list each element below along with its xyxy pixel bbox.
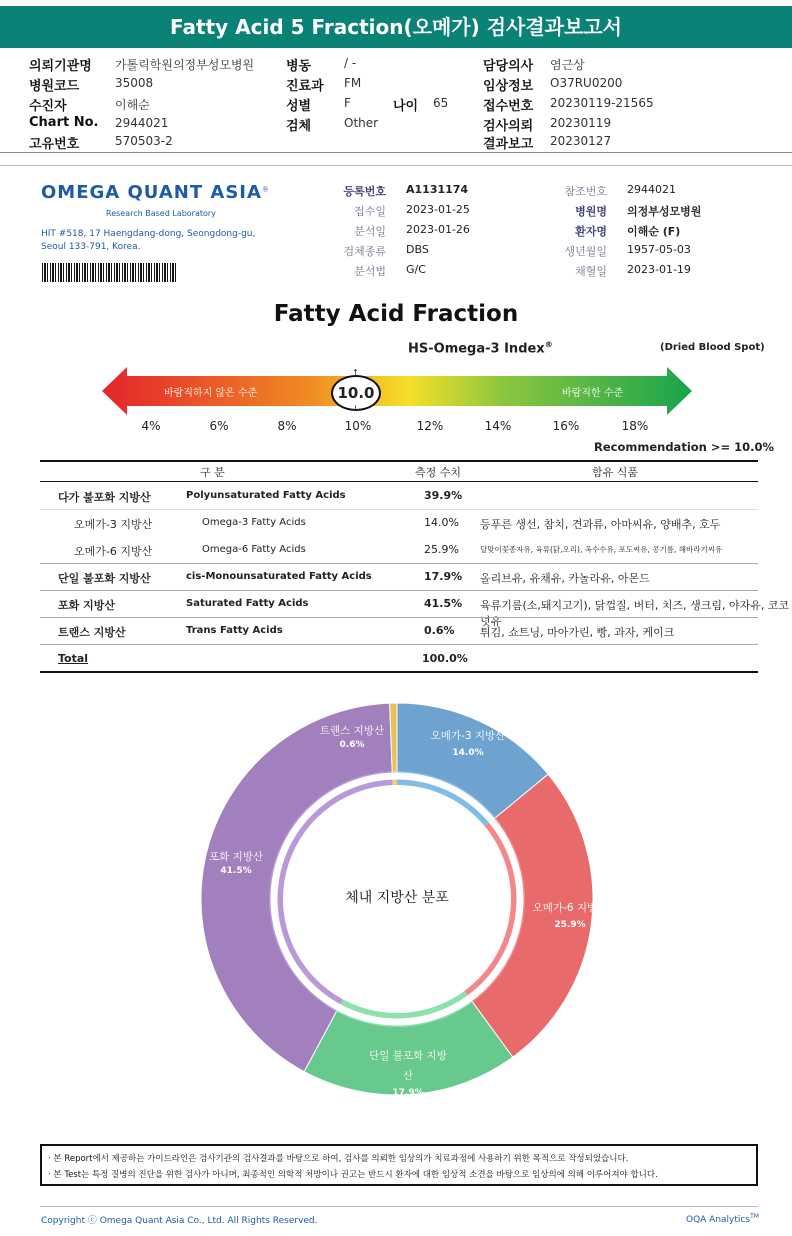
lab-logo-text: OMEGA QUANT ASIA bbox=[41, 182, 262, 203]
row-name-ko: 오메가-3 지방산 bbox=[74, 518, 153, 531]
recommendation: Recommendation >= 10.0% bbox=[594, 440, 775, 454]
slice-label-value: 25.9% bbox=[554, 920, 586, 930]
row-value: 39.9% bbox=[424, 489, 463, 502]
index-title bbox=[408, 340, 553, 356]
header-value: 염근상 bbox=[550, 58, 585, 72]
header-value: 이해순 bbox=[115, 98, 150, 112]
lab-tagline: Research Based Laboratory bbox=[106, 209, 216, 218]
brand bbox=[686, 1213, 759, 1225]
meta-label: 참조번호 bbox=[564, 185, 607, 198]
table-bottom-rule bbox=[40, 671, 758, 673]
header-label: 접수번호 bbox=[483, 99, 534, 114]
lab-address-line1: HIT #518, 17 Haengdang-dong, Seongdong-gu, bbox=[41, 229, 256, 239]
specimen-type-label: (Dried Blood Spot) bbox=[660, 342, 765, 353]
row-value: 17.9% bbox=[424, 570, 463, 583]
col-header-category: 구 분 bbox=[200, 466, 225, 479]
registered-mark: ® bbox=[261, 185, 269, 194]
scale-tick-label: 8% bbox=[277, 419, 297, 433]
row-food: 튀김, 쇼트닝, 마아가린, 빵, 과자, 케이크 bbox=[480, 626, 675, 639]
bad-level-label: 바람직하지 않은 수준 bbox=[164, 388, 258, 399]
row-name-en: Omega-6 Fatty Acids bbox=[202, 544, 306, 555]
slice-label-name: 오메가-3 지방산 bbox=[430, 730, 506, 742]
meta-label: 채혈일 bbox=[575, 265, 607, 278]
scale-tick-label: 6% bbox=[209, 419, 229, 433]
slice-label-name: 포화 지방산 bbox=[208, 851, 264, 863]
scale-tick-label: 12% bbox=[416, 419, 444, 433]
scale-tick-label: 14% bbox=[484, 419, 512, 433]
row-divider bbox=[40, 644, 758, 645]
meta-value: G/C bbox=[406, 263, 426, 276]
header-value: 20230127 bbox=[550, 134, 612, 148]
slice-label bbox=[368, 1046, 448, 1100]
slice-label bbox=[428, 726, 508, 760]
header-label: 고유번호 bbox=[29, 137, 80, 152]
header-label: 의뢰기관명 bbox=[29, 59, 92, 74]
row-food: 육류기름(소,돼지고기), 닭껍질, 버터, 치즈, 생크림, 야자유, 코코넛유 bbox=[480, 599, 790, 628]
header-label-age: 나이 bbox=[393, 99, 419, 114]
meta-label: 환자명 bbox=[575, 225, 607, 238]
total-label: Total bbox=[58, 652, 89, 665]
meta-label: 분석법 bbox=[354, 265, 386, 278]
row-food: 올리브유, 유채유, 카놀라유, 아몬드 bbox=[480, 572, 650, 585]
header-label: 병원코드 bbox=[29, 79, 80, 94]
row-name-en: Saturated Fatty Acids bbox=[186, 598, 309, 609]
slice-label-name: 단일 불포화 지방산 bbox=[369, 1050, 447, 1082]
slice-label-value: 17.9% bbox=[392, 1088, 424, 1098]
meta-label: 접수일 bbox=[354, 205, 386, 218]
header-value: F bbox=[344, 96, 351, 110]
header-value-age: 65 bbox=[433, 96, 449, 110]
header-label: 검사의뢰 bbox=[483, 119, 534, 134]
row-divider bbox=[40, 590, 758, 591]
row-value: 25.9% bbox=[424, 543, 459, 556]
slice-label bbox=[530, 898, 610, 932]
slice-label bbox=[196, 850, 276, 878]
row-name-ko: 다가 불포화 지방산 bbox=[58, 491, 151, 504]
slice-label-value: 0.6% bbox=[339, 740, 365, 750]
row-name-ko: 오메가-6 지방산 bbox=[74, 545, 153, 558]
meta-value: A1131174 bbox=[406, 183, 469, 196]
header-value: 570503-2 bbox=[115, 134, 173, 148]
disclaimer-line-2: · 본 Test는 특정 질병의 진단을 위한 검사가 아니며, 최종적인 의학적 처방이나 권고는 반드시 환자에 대한 임상적 소견을 바탕으로 임상의에 의해 이루어져야 합니다. bbox=[48, 1170, 658, 1180]
meta-label: 생년월일 bbox=[564, 245, 607, 258]
meta-label: 병원명 bbox=[575, 205, 607, 218]
slice-label-value: 41.5% bbox=[220, 866, 252, 876]
header-label: 진료과 bbox=[286, 79, 324, 94]
scale-tick-label: 4% bbox=[141, 419, 161, 433]
row-divider bbox=[40, 509, 758, 510]
meta-label: 분석일 bbox=[354, 225, 386, 238]
row-value: 14.0% bbox=[424, 516, 459, 529]
row-name-ko: 포화 지방산 bbox=[58, 599, 115, 612]
meta-value: 의정부성모병원 bbox=[627, 205, 702, 218]
slice-label bbox=[307, 724, 397, 752]
row-name-ko: 트랜스 지방산 bbox=[58, 626, 126, 639]
header-value: 20230119-21565 bbox=[550, 96, 654, 110]
slice-label-name: 오메가-6 지방산 bbox=[532, 902, 608, 914]
footer-rule bbox=[40, 1206, 758, 1207]
header-label: 임상정보 bbox=[483, 79, 534, 94]
brand-trademark: TM bbox=[750, 1213, 759, 1220]
disclaimer-line-1: · 본 Report에서 제공하는 가이드라인은 검사기관의 검사결과를 바탕으로 하여, 검사를 의뢰한 임상의가 치료과정에 사용하기 위한 목적으로 작성되었습니다. bbox=[48, 1154, 629, 1164]
header-value: 20230119 bbox=[550, 116, 612, 130]
table-top-rule bbox=[40, 460, 758, 462]
row-food: 등푸른 생선, 참치, 견과류, 아마씨유, 양배추, 호두 bbox=[480, 518, 721, 531]
marker-up-arrow-icon: ↑ bbox=[352, 368, 359, 377]
header-label: 병동 bbox=[286, 59, 312, 74]
brand-name: OQA Analytics bbox=[686, 1215, 751, 1225]
meta-value: 1957-05-03 bbox=[627, 243, 691, 256]
row-name-en: Omega-3 Fatty Acids bbox=[202, 517, 306, 528]
scale-tick-label: 18% bbox=[621, 419, 649, 433]
header-value: FM bbox=[344, 76, 362, 90]
header-value: 35008 bbox=[115, 76, 154, 90]
scale-tick-label: 16% bbox=[552, 419, 580, 433]
copyright: Copyright ⓒ Omega Quant Asia Co., Ltd. All Rights Reserved. bbox=[41, 1216, 318, 1226]
meta-value: 2944021 bbox=[627, 183, 676, 196]
row-divider bbox=[40, 563, 758, 564]
header-divider-2 bbox=[0, 165, 792, 166]
marker-down-arrow-icon: ↓ bbox=[352, 404, 359, 413]
header-label: 담당의사 bbox=[483, 59, 534, 74]
lab-address-line2: Seoul 133-791, Korea. bbox=[41, 242, 141, 252]
total-value: 100.0% bbox=[422, 652, 468, 665]
header-label: 수진자 bbox=[29, 99, 67, 114]
header-value: 2944021 bbox=[115, 116, 169, 130]
header-value: Other bbox=[344, 116, 379, 130]
row-food: 달맞이꽃종자유, 육류(닭,오리), 옥수수유, 포도씨유, 콩기름, 해바라기씨유 bbox=[480, 545, 723, 554]
header-label: 성별 bbox=[286, 99, 312, 114]
header-value: 가톨릭학원의정부성모병원 bbox=[115, 58, 255, 72]
header-value: O37RU0200 bbox=[550, 76, 623, 90]
col-header-value: 측정 수치 bbox=[415, 466, 462, 479]
lab-logo bbox=[41, 182, 269, 203]
meta-label: 등록번호 bbox=[343, 185, 386, 198]
index-title-text: HS-Omega-3 Index bbox=[408, 341, 545, 357]
lab-address bbox=[41, 228, 255, 254]
header-label: Chart No. bbox=[29, 115, 99, 130]
row-name-en: cis-Monounsaturated Fatty Acids bbox=[186, 571, 372, 582]
header-label: 결과보고 bbox=[483, 137, 534, 152]
index-registered-mark: ® bbox=[544, 340, 553, 349]
slice-label-value: 14.0% bbox=[452, 748, 484, 758]
fraction-title: Fatty Acid Fraction bbox=[273, 301, 519, 327]
meta-value: 2023-01-25 bbox=[406, 203, 470, 216]
row-name-en: Polyunsaturated Fatty Acids bbox=[186, 490, 346, 501]
report-title: Fatty Acid 5 Fraction(오메가) 검사결과보고서 bbox=[0, 6, 792, 48]
barcode bbox=[42, 263, 176, 282]
meta-label: 검체종류 bbox=[343, 245, 386, 258]
meta-value: 이해순 (F) bbox=[627, 225, 681, 238]
header-value: / - bbox=[344, 56, 357, 70]
row-name-ko: 단일 불포화 지방산 bbox=[58, 572, 151, 585]
row-value: 0.6% bbox=[424, 624, 455, 637]
meta-value: DBS bbox=[406, 243, 429, 256]
meta-value: 2023-01-26 bbox=[406, 223, 470, 236]
chart-center-title: 체내 지방산 분포 bbox=[345, 890, 449, 906]
row-divider bbox=[40, 617, 758, 618]
disclaimer-box bbox=[40, 1144, 758, 1186]
index-value-marker: 10.0 bbox=[331, 375, 381, 411]
row-name-en: Trans Fatty Acids bbox=[186, 625, 283, 636]
slice-label-name: 트랜스 지방산 bbox=[319, 725, 385, 737]
meta-value: 2023-01-19 bbox=[627, 263, 691, 276]
table-header-rule bbox=[40, 481, 758, 482]
col-header-food: 함유 식품 bbox=[592, 466, 639, 479]
header-label: 검체 bbox=[286, 119, 312, 134]
scale-tick-label: 10% bbox=[344, 419, 372, 433]
row-value: 41.5% bbox=[424, 597, 463, 610]
good-level-label: 바람직한 수준 bbox=[562, 388, 624, 399]
header-divider bbox=[0, 152, 792, 153]
